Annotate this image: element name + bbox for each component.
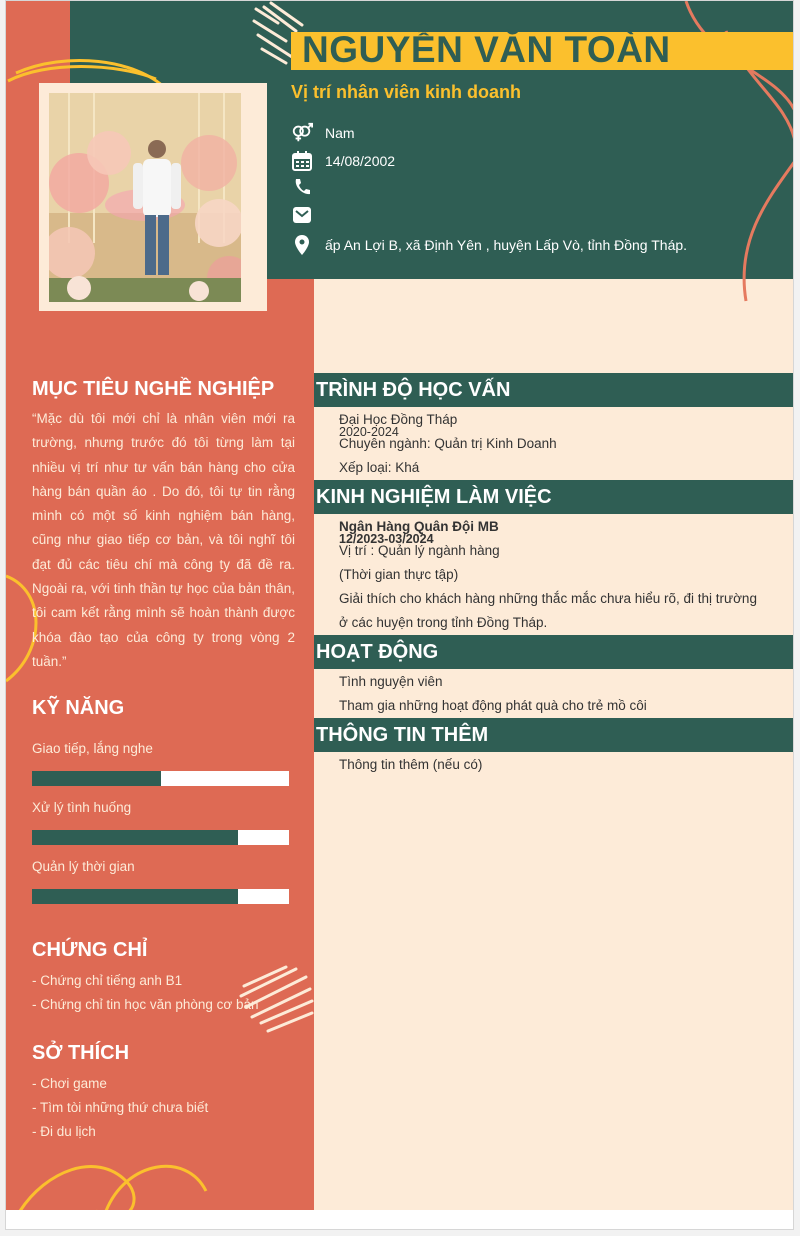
skill-bar-fill <box>32 830 238 845</box>
contact-birthday <box>291 150 395 172</box>
skill-bar-fill <box>32 771 161 786</box>
skill-label: Quản lý thời gian <box>32 859 135 874</box>
activity-item: Tình nguyện viên <box>339 674 443 689</box>
skill-bar <box>32 771 289 786</box>
skill-label: Xử lý tình huống <box>32 800 132 815</box>
calendar-icon <box>291 150 313 172</box>
experience-note: (Thời gian thực tập) <box>339 567 459 582</box>
hobby-item: - Tìm tòi những thứ chưa biết <box>32 1100 209 1115</box>
skills-title: KỸ NĂNG <box>32 697 125 719</box>
cv-page <box>5 0 794 1230</box>
education-title: TRÌNH ĐỘ HỌC VẤN <box>316 379 511 401</box>
experience-description: Giải thích cho khách hàng những thắc mắc chưa hiểu rõ, đi thị trường <box>339 591 757 606</box>
additional-info-text: Thông tin thêm (nếu có) <box>339 757 483 772</box>
additional-info-header <box>314 718 794 752</box>
experience-title: KINH NGHIỆM LÀM VIỆC <box>316 486 552 508</box>
contact-address <box>291 234 687 256</box>
contact-phone <box>291 176 325 198</box>
birthday-value: 14/08/2002 <box>325 153 396 169</box>
contact-email <box>291 204 325 226</box>
skill-bar-fill <box>32 889 238 904</box>
objective-title: MỤC TIÊU NGHỀ NGHIỆP <box>32 378 275 400</box>
education-grade: Xếp loại: Khá <box>339 460 420 475</box>
education-period: 2020-2024 <box>339 425 399 439</box>
activities-title: HOẠT ĐỘNG <box>316 641 439 663</box>
experience-company: Ngân Hàng Quân Đội MB <box>339 519 499 534</box>
certificates-title: CHỨNG CHỈ <box>32 939 148 961</box>
gender-icon <box>291 122 313 144</box>
hobby-item: - Đi du lịch <box>32 1124 96 1139</box>
experience-role: Vị trí : Quản lý ngành hàng <box>339 543 500 558</box>
education-header <box>314 373 794 407</box>
activities-header <box>314 635 794 669</box>
contact-gender <box>291 122 355 144</box>
hobbies-title: SỞ THÍCH <box>32 1042 130 1064</box>
address-value: ấp An Lợi B, xã Định Yên , huyện Lấp Vò, tỉnh Đồng Tháp. <box>325 237 688 253</box>
certificate-item: - Chứng chỉ tiếng anh B1 <box>32 973 183 988</box>
job-position: Vị trí nhân viên kinh doanh <box>291 82 522 102</box>
profile-photo <box>49 93 241 302</box>
education-major: Chuyên ngành: Quản trị Kinh Doanh <box>339 436 557 451</box>
location-pin-icon <box>291 234 313 256</box>
skill-bar <box>32 830 289 845</box>
experience-period: 12/2023-03/2024 <box>339 532 434 546</box>
page-bottom-margin <box>6 1210 794 1230</box>
experience-description: ở các huyện trong tỉnh Đồng Tháp. <box>339 615 548 630</box>
education-school: Đại Học Đồng Tháp <box>339 412 458 427</box>
hobby-item: - Chơi game <box>32 1076 107 1091</box>
additional-info-title: THÔNG TIN THÊM <box>316 724 489 746</box>
activity-item: Tham gia những hoạt động phát quà cho trẻ mồ côi <box>339 698 647 713</box>
skill-bar <box>32 889 289 904</box>
skill-label: Giao tiếp, lắng nghe <box>32 741 153 756</box>
email-icon <box>291 204 313 226</box>
objective-text: “Mặc dù tôi mới chỉ là nhân viên mới ra trường, nhưng trước đó tôi từng làm tại nhiều vị trí như tư vấn bán hàng cho cửa hàng bán quần áo . Do đó, tôi tự tin rằng mình có một số kinh nghiệm bán hàng, cũng như giao tiếp cơ bản, và tôi nghĩ tôi đạt đủ các tiêu chí mà công ty đã đề ra. Ngoài ra, với tinh thần tự học của bản thân, tôi cam kết rằng mình sẽ hoàn thành được khóa đào tạo của công ty trong vòng 2 tuần.” <box>32 411 295 669</box>
experience-header <box>314 480 794 514</box>
full-name: NGUYỄN VĂN TOÀN <box>302 29 671 70</box>
certificate-item: - Chứng chỉ tin học văn phòng cơ bản <box>32 997 259 1012</box>
phone-icon <box>291 176 313 198</box>
gender-value: Nam <box>325 125 355 141</box>
